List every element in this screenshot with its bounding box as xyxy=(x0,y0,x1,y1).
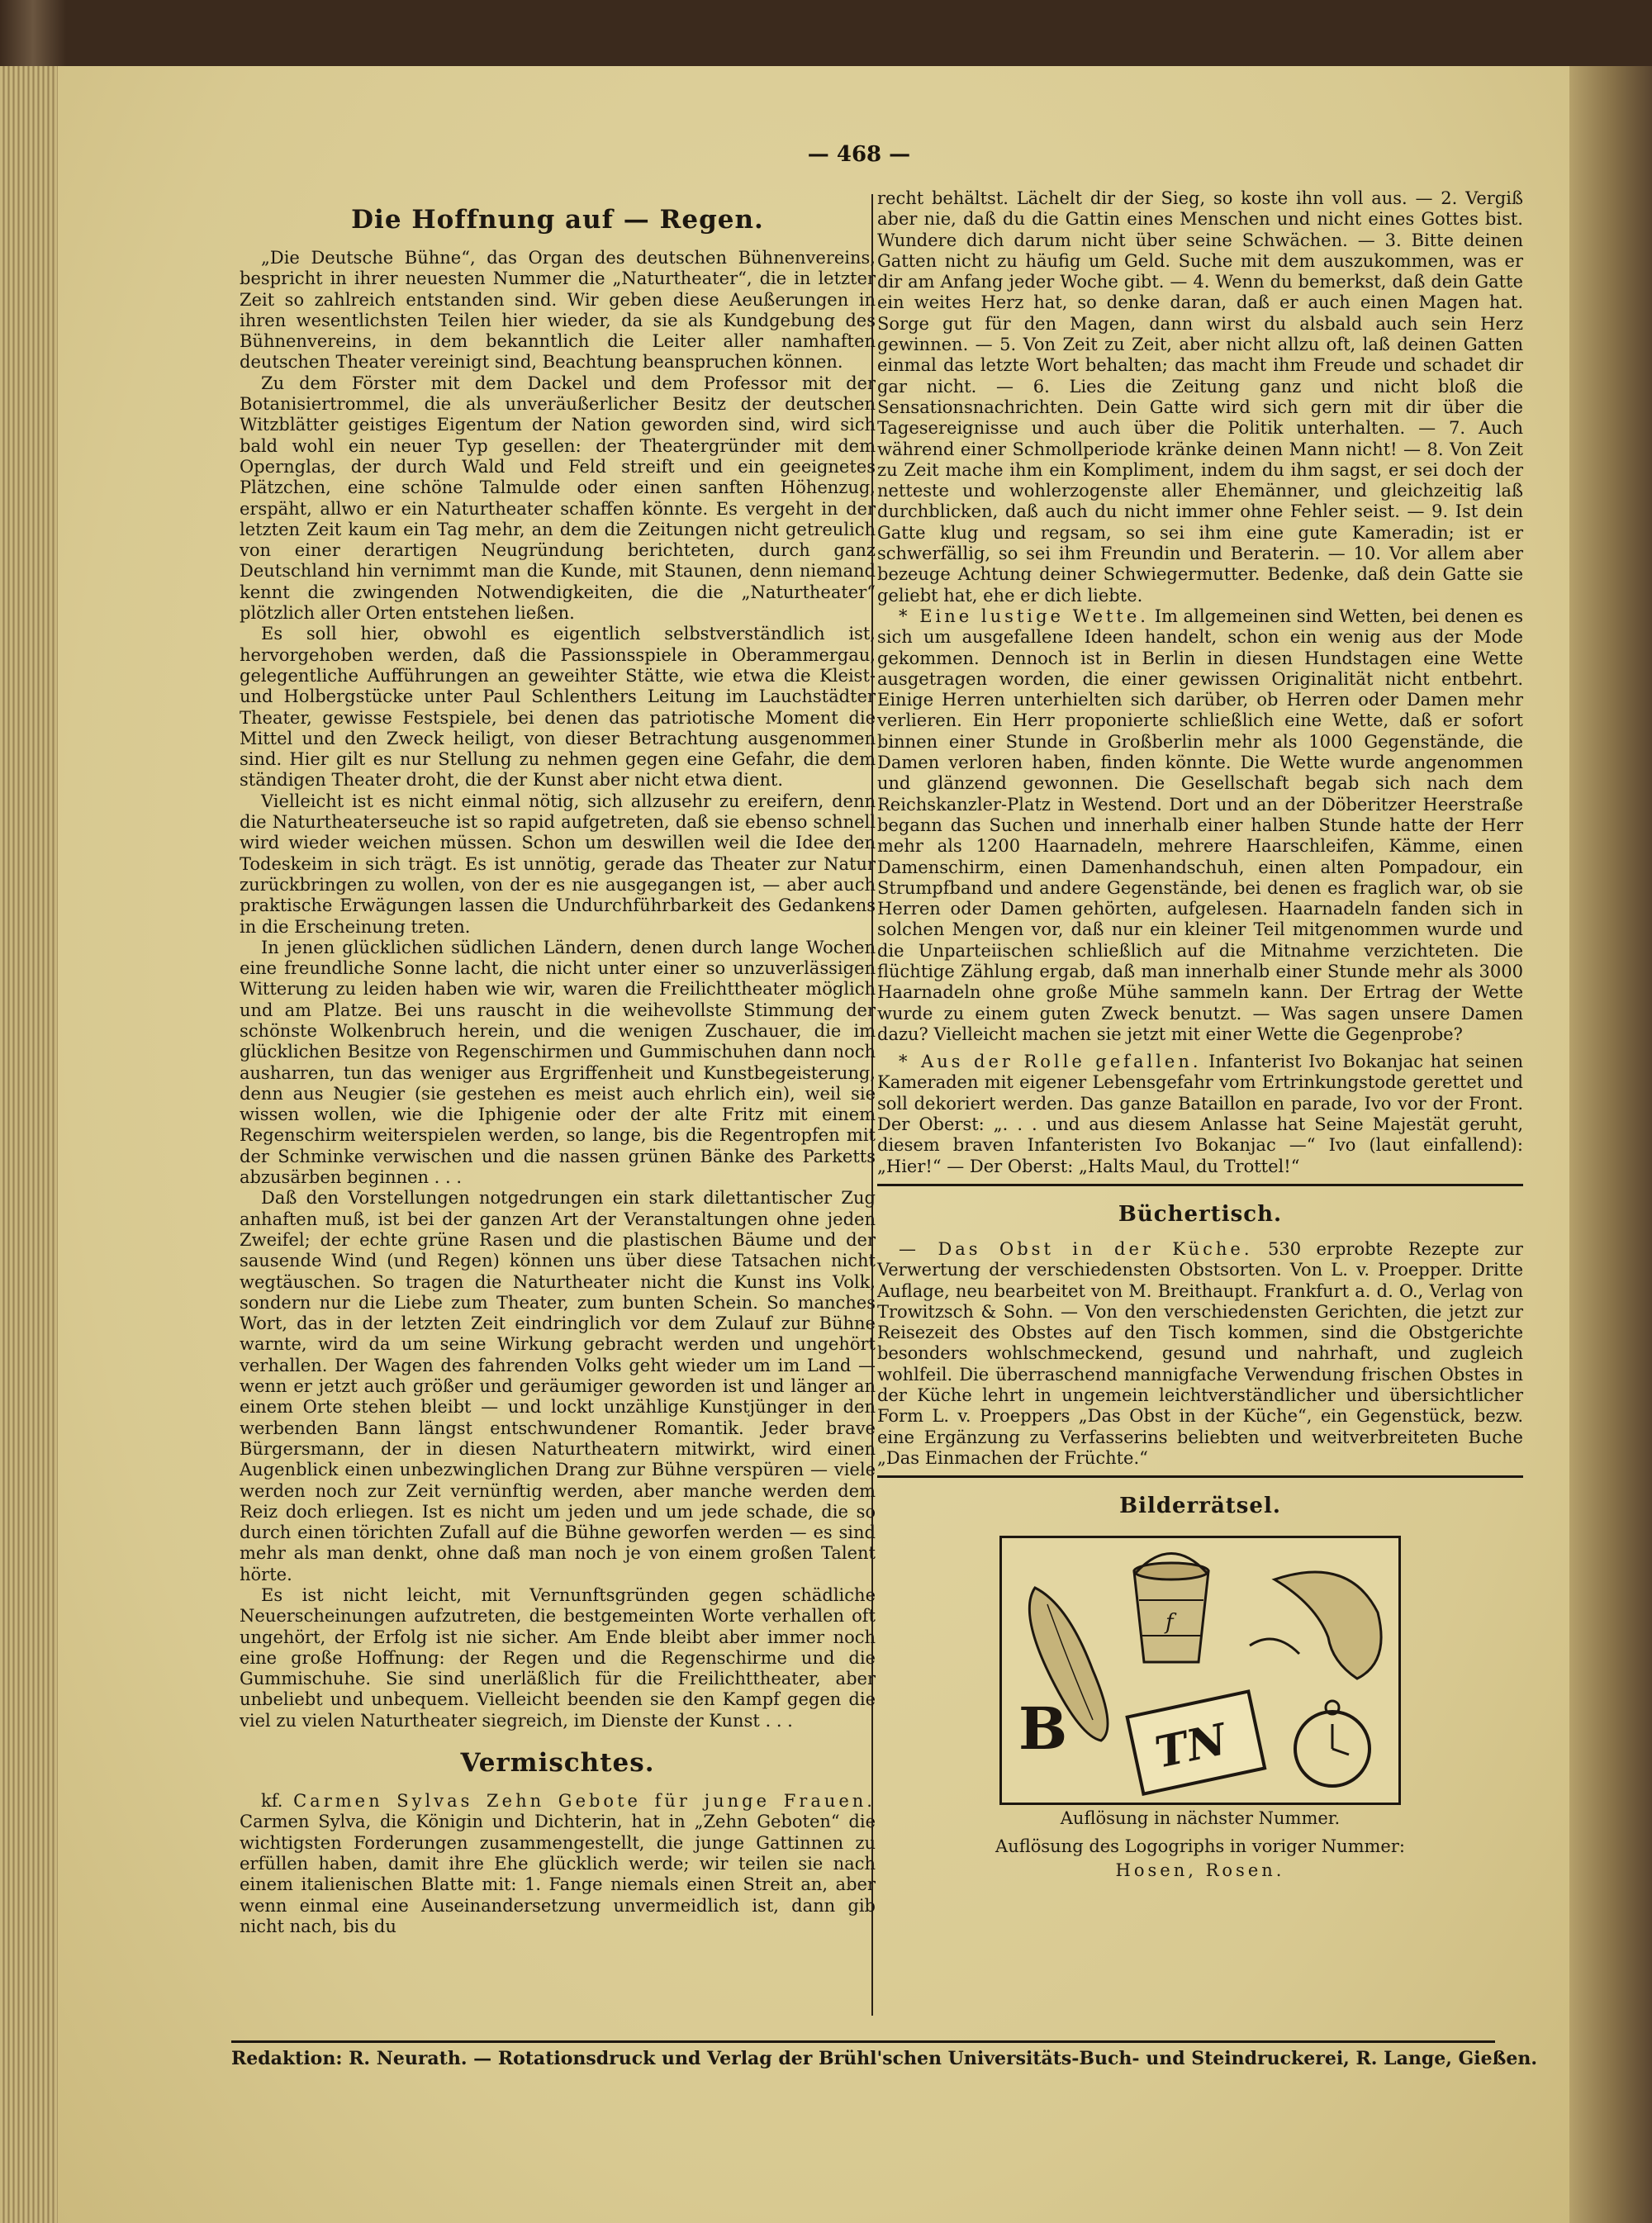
intro-text: Carmen Sylva, die Königin und Dichterin, hat in „Zehn Geboten“ die wichtigsten Forderungen zusammengestellt, die junge Gattinnen zu erfüllen haben, damit ihre Ehe glücklich werde; wir teilen sie nach einem italienischen Blatte mit: 1. Fange niemals einen Streit an, aber wenn einmal eine Auseinandersetzung unvermeidlich ist, dann gib nicht nach, bis du xyxy=(240,1812,876,1936)
article-title-hoffnung: Die Hoffnung auf — Regen. xyxy=(351,205,764,235)
buechertisch-text: 530 erprobte Rezepte zur Verwertung der verschiedensten Obstsorten. Von L. v. Proepper. Dritte Auflage, neu bearbeitet von M. Breithaupt. Frankfurt a. d. O., Verlag von Trowitzsch & Sohn. — Von den verschiedensten Gerichten, die jetzt zur Reisezeit des Obstes auf den Tisch kommen, sind die Obstgerichte besonders wohlschmeckend, gesund und nahrhaft, und zugleich wohlfeil. Die überraschend mannigfache Verwendung frischen Obstes in der Küche lehrt in ungemein leichtverständlicher und übersichtlicher Form L. v. Proeppers „Das Obst in der Küche“, ein Gegenstück, bezw. eine Ergänzung zu Verfasserins beliebten und weitverbreiteten Buche „Das Einmachen der Früchte.“ xyxy=(877,1238,1523,1468)
letter-b: B xyxy=(1018,1694,1068,1764)
section-rule xyxy=(877,1475,1523,1478)
buechertisch-heading: — Das Obst in der Küche. xyxy=(899,1238,1253,1259)
section-rule xyxy=(877,1184,1523,1186)
vermischtes-continued: recht behältst. Lächelt dir der Sieg, so koste ihn voll aus. — 2. Vergiß aber nie, daß du die Gattin eines Menschen und nicht eines Gottes bist. Wundere dich darum nicht über seine Schwächen. — 3. Bitte deinen Gatten nicht zu häufig um Geld. Suche mit dem auszukommen, was er dir am Anfang jeder Woche gibt. — 4. Wenn du bemerkst, daß dein Gatte ein weites Herz hat, so denke daran, daß er auch einen Magen hat. Sorge gut für den Magen, dann wirst du alsbald auch sein Herz gewinnen. — 5. Von Zeit zu Zeit, aber nicht allzu oft, laß deinen Gatten einmal das letzte Wort behalten; das macht ihm Freude und schadet dir gar nicht. — 6. Lies die Zeitung ganz und nicht bloß die Sensationsnachrichten. Dein Gatte wird sich gern mit dir über die Tagesereignisse und auch über die Politik unterhalten. — 7. Auch während einer Schmollperiode kränke deinen Mann nicht! — 8. Von Zeit zu Zeit mache ihm ein Kompliment, indem du ihm sagst, er sei doch der netteste und wohlerzogenste aller Ehemänner, und gleichzeitig laß durchblicken, daß auch du nicht immer ohne Fehler seist. — 9. Ist dein Gatte klug und regsam, so sei ihm eine gute Kameradin; ist er schwerfällig, so sei ihm Freundin und Beraterin. — 10. Vor allem aber bezeuge Achtung deiner Schwiegermutter. Bedenke, daß dein Gatte sie geliebt hat, ehe er dich liebte. xyxy=(877,188,1523,606)
picture-puzzle-illustration xyxy=(999,1536,1401,1805)
horn-icon xyxy=(1250,1572,1381,1679)
imprint-footer: Redaktion: R. Neurath. — Rotationsdruck und Verlag der Brühl'schen Universitäts-Buch- und Steindruckerei, R. Lange, Gießen. xyxy=(231,2040,1495,2069)
puzzle-solution-note: Auflösung in nächster Nummer. xyxy=(1060,1808,1341,1829)
bucket-icon xyxy=(1134,1554,1208,1663)
article-paragraph: Zu dem Förster mit dem Dackel und dem Professor mit der Botanisiertrommel, die als unveräußerlicher Besitz der deutschen Witzblätter geistiges Eigentum der Nation geworden sind, wird sich bald wohl ein neuer Typ gesellen: der Theatergründer mit dem Opernglas, der durch Wald und Feld streift und ein geeignetes Plätzchen, eine schöne Talmulde oder einen sanften Höhenzug, erspäht, allwo er ein Naturtheater schaffen könnte. Es vergeht in der letzten Zeit kaum ein Tag mehr, an dem die Zeitungen nicht getreulich von einer derartigen Neugründung berichteten, durch ganz Deutschland hin vernimmt man die Kunde, mit Staunen, denn niemand kennt die zwingenden Notwendigkeiten, die die „Naturtheater“ plötzlich aller Orten entstehen ließen. xyxy=(240,373,876,624)
buechertisch-paragraph xyxy=(877,1239,1523,1469)
article-paragraph: Es ist nicht leicht, mit Vernunftsgründen gegen schädliche Neuerscheinungen aufzutreten, die bestgemeinten Worte verhallen oft ungehört, der Erfolg ist nie sicher. Am Ende bleibt aber immer noch eine große Hoffnung: der Regen und die Regenschirme und die Gummischuhe. Sie sind unerläßlich für die Freilichttheater, aber unbeliebt und unbequem. Vielleicht beenden sie den Kampf gegen die viel zu vielen Naturtheater siegreich, im Dienste der Kunst . . . xyxy=(240,1585,876,1731)
page-number: — 468 — xyxy=(807,142,911,167)
rolle-text: Infanterist Ivo Bokanjac hat seinen Kameraden mit eigener Lebensgefahr vom Ertrinkungstode gerettet und soll dekoriert werden. Das ganze Bataillon en parade, Ivo vor der Front. Der Oberst: „. . . und aus diesem Anlasse hat Seine Majestät geruht, diesem braven Infanteristen Ivo Bokanjac —“ Ivo (laut einfallend): „Hier!“ — Der Oberst: „Halts Maul, du Trottel!“ xyxy=(877,1052,1523,1176)
section-title-buechertisch: Büchertisch. xyxy=(1118,1201,1283,1227)
section-title-bilderraetsel: Bilderrätsel. xyxy=(1119,1494,1281,1519)
rolle-paragraph xyxy=(877,1052,1523,1177)
previous-solution: Hosen, Rosen. xyxy=(1115,1860,1285,1880)
article-paragraph: „Die Deutsche Bühne“, das Organ des deutschen Bühnenvereins, bespricht in ihrer neuesten Nummer die „Naturtheater“, die in letzter Zeit so zahlreich entstanden sind. Wir geben diese Aeußerungen in ihren wesentlichsten Teilen hier wieder, da sie als Kundgebung des Bühnenvereins, in dem bekanntlich die Leiter aller namhaften deutschen Theater vereinigt sind, Beachtung beanspruchen können. xyxy=(240,248,876,373)
article-paragraph: Vielleicht ist es nicht einmal nötig, sich allzusehr zu ereifern, denn die Naturtheaterseuche ist so rapid aufgetreten, daß sie ebenso schnell wird wieder weichen müssen. Schon um deswillen weil die Idee den Todeskeim in sich trägt. Es ist unnötig, gerade das Theater zur Natur zurückbringen zu wollen, von der es nie ausgegangen ist, — aber auch praktische Erwägungen lassen die Undurchführbarkeit des Gedankens in die Erscheinung treten. xyxy=(240,791,876,937)
tn-card xyxy=(1127,1692,1265,1794)
bucket-letter: f xyxy=(1165,1610,1174,1636)
section-title-vermischtes: Vermischtes. xyxy=(460,1748,655,1779)
previous-solution-label: Auflösung des Logogriphs in voriger Nummer: xyxy=(995,1836,1405,1856)
book-page-stack xyxy=(0,66,58,2223)
wette-heading: * Eine lustige Wette. xyxy=(899,606,1149,626)
tn-letters: TN xyxy=(1151,1714,1232,1779)
intro-marker: kf. xyxy=(261,1791,283,1812)
vermischtes-intro xyxy=(240,1791,876,1937)
left-column xyxy=(240,188,876,1937)
puzzle-drawing xyxy=(1002,1538,1398,1803)
wette-text: Im allgemeinen sind Wetten, bei denen es sich um ausgefallene Ideen handelt, schon ein wenig aus der Mode gekommen. Dennoch ist in Berlin in diesen Hundstagen eine Wette ausgetragen worden, die einer gewissen Originalität nicht entbehrt. Einige Herren unterhielten sich darüber, ob Herren oder Damen mehr verlieren. Ein Herr proponierte schließlich eine Wette, daß er sofort binnen einer Stunde in Großberlin mehr als 1000 Gegenstände, die Damen verloren haben, finden könnte. Die Wette wurde angenommen und glänzend gewonnen. Die Gesellschaft begab sich nach dem Reichskanzler-Platz in Westend. Dort und an der Döberitzer Heerstraße begann das Suchen und innerhalb einer halben Stunde hatte der Herr mehr als 1200 Haarnadeln, mehrere Haarschleifen, Kämme, einen Damenschirm, einen Damenhandschuh, einen alten Pompadour, ein Strumpfband und andere Gegenstände, bei denen es fraglich war, ob sie Herren oder Damen gehörten, aufgelesen. Haarnadeln fanden sich in solchen Mengen vor, daß nur ein kleiner Teil mitgenommen wurde und die Unparteiischen schließlich auf die Mitnahme verzichteten. Die flüchtige Zählung ergab, daß man innerhalb einer Stunde mehr als 3000 Haarnadeln ohne große Mühe sammeln kann. Der Ertrag der Wette wurde zu einem guten Zweck benutzt. — Was sagen unsere Damen dazu? Vielleicht machen sie jetzt mit einer Wette die Gegenprobe? xyxy=(877,606,1523,1044)
article-paragraph: Es soll hier, obwohl es eigentlich selbstverständlich ist, hervorgehoben werden, daß die Passionsspiele in Oberammergau, gelegentliche Aufführungen an geweihter Stätte, wie etwa die Kleist- und Holbergstücke unter Paul Schlenthers Leitung im Lauchstädter Theater, gewisse Festspiele, bei denen das patriotische Moment die Mittel und den Zweck heiligt, von dieser Betrachtung ausgenommen sind. Hier gilt es nur Stellung zu nehmen gegen eine Gefahr, die dem ständigen Theater droht, die der Kunst aber nicht etwa dient. xyxy=(240,624,876,791)
wette-paragraph xyxy=(877,606,1523,1045)
article-paragraph: Daß den Vorstellungen notgedrungen ein stark dilettantischer Zug anhaften muß, ist bei der ganzen Art der Veranstaltungen ohne jeden Zweifel; der echte grüne Rasen und die plastischen Bäume und der sausende Wind (und Regen) können uns über diese Tatsachen nicht wegtäuschen. So tragen die Naturtheater nicht die Kunst ins Volk, sondern nur die Liebe zum Theater, zum bunten Schein. So manches Wort, das in der letzten Zeit eindringlich vor dem Zulauf zur Bühne warnte, wird da um seine Wirkung gebracht werden und ungehört verhallen. Der Wagen des fahrenden Volks geht wieder um im Land — wenn er jetzt auch größer und geräumiger geworden ist und länger an einem Orte stehen bleibt — und lockt unzählige Kunstjünger in den werbenden Bann längst entschwundener Romantik. Jeder brave Bürgersmann, der in diesen Naturtheatern mitwirkt, wird einen Augenblick einen unbezwinglichen Drang zur Bühne verspüren — viele werden noch zur Zeit vernünftig werden, aber manche werden dem Reiz doch erliegen. Ist es nicht um jeden und um jede schade, die so durch einen törichten Zufall auf die Bühne geworfen werden — es sind mehr als man denkt, ohne daß man noch je von einem großen Talent hörte. xyxy=(240,1188,876,1584)
right-column xyxy=(877,188,1523,1881)
article-paragraph: In jenen glücklichen südlichen Ländern, denen durch lange Wochen eine freundliche Sonne lacht, die nicht unter einer so unzuverlässigen Witterung zu leiden haben wie wir, waren die Freilichttheater möglich und am Platze. Bei uns rauscht in die weihevollste Stimmung der schönste Wolkenbruch herein, und die wenigen Zuschauer, die im glücklichen Besitze von Regenschirmen und Gummischuhen dann noch ausharren, tun das weniger aus Ergriffenheit und Kunstbegeisterung, denn aus Neugier (sie gestehen es meist auch ehrlich ein), weil sie wissen wollen, wie die Iphigenie oder der alte Fritz mit einem Regenschirm weiterspielen werden, so lange, bis die Regentropfen mit der Schminke verwischen und die nassen grünen Bänke des Parketts abzusärben beginnen . . . xyxy=(240,937,876,1188)
pocket-watch-icon xyxy=(1295,1701,1370,1786)
intro-heading: Carmen Sylvas Zehn Gebote für junge Frauen. xyxy=(293,1791,876,1812)
rolle-heading: * Aus der Rolle gefallen. xyxy=(899,1052,1202,1072)
page-edge-shadow xyxy=(1569,66,1652,2223)
